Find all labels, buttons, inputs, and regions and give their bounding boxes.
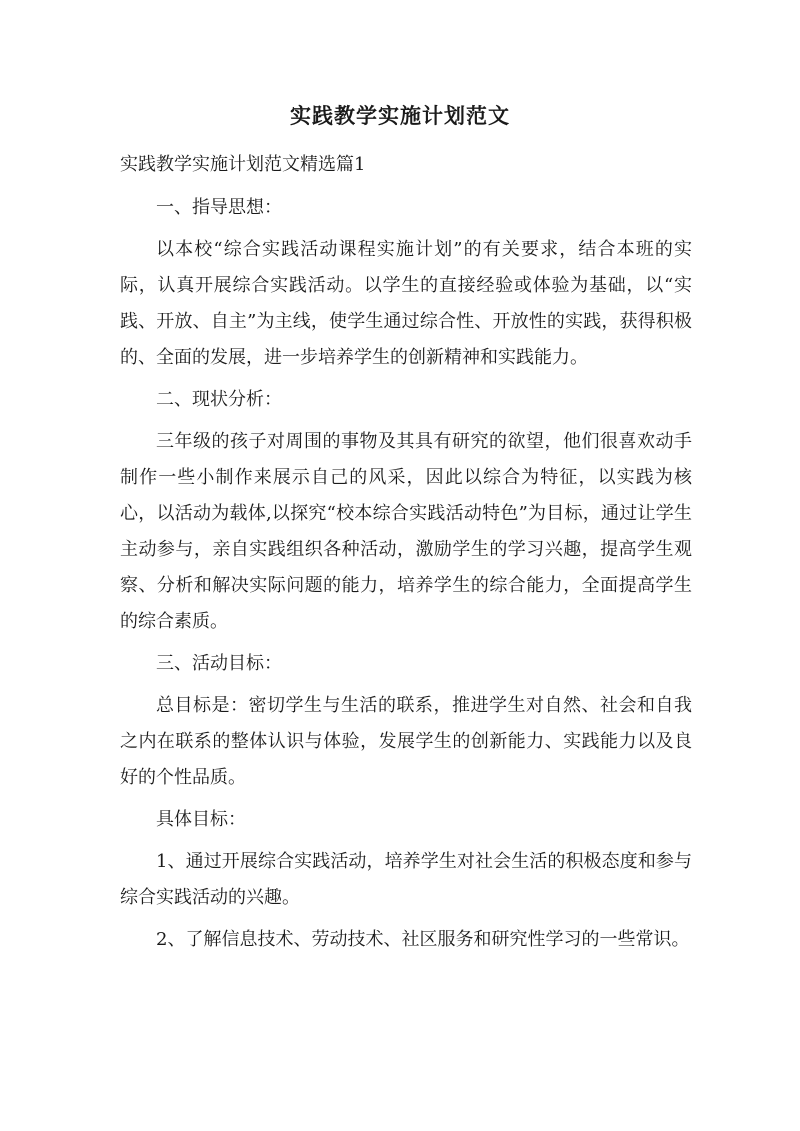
section-heading-guiding: 一、指导思想： — [156, 197, 282, 218]
document-subtitle: 实践教学实施计划范文精选篇1 — [120, 154, 366, 175]
section-heading-specific: 具体目标： — [156, 809, 246, 830]
paragraph-specific-1: 1、通过开展综合实践活动，培养学生对社会生活的积极态度和参与综合实践活动的兴趣。 — [120, 851, 692, 908]
document-title: 实践教学实施计划范文 — [290, 103, 510, 128]
paragraph-status: 三年级的孩子对周围的事物及其具有研究的欲望，他们很喜欢动手制作一些小制作来展示自己的风采，因此以综合为特征，以实践为核心，以活动为载体,以探究“校本综合实践活动特色”为目标，通过让学生主动参与，亲自实践组织各种活动，激励学生的学习兴趣，提高学生观察、分析和解决实际问题的能力，培养学生的综合能力，全面提高学生的综合素质。 — [120, 431, 692, 632]
paragraph-specific-2: 2、了解信息技术、劳动技术、社区服务和研究性学习的一些常识。 — [156, 929, 690, 950]
section-heading-status: 二、现状分析： — [156, 389, 282, 410]
paragraph-guiding: 以本校“综合实践活动课程实施计划”的有关要求，结合本班的实际，认真开展综合实践活动。以学生的直接经验或体验为基础，以“实践、开放、自主”为主线，使学生通过综合性、开放性的实践，获得积极的、全面的发展，进一步培养学生的创新精神和实践能力。 — [120, 239, 692, 368]
paragraph-goals: 总目标是：密切学生与生活的联系，推进学生对自然、社会和自我之内在联系的整体认识与体验，发展学生的创新能力、实践能力以及良好的个性品质。 — [120, 695, 692, 788]
document-body — [120, 187, 692, 964]
section-heading-goals: 三、活动目标： — [156, 653, 282, 674]
